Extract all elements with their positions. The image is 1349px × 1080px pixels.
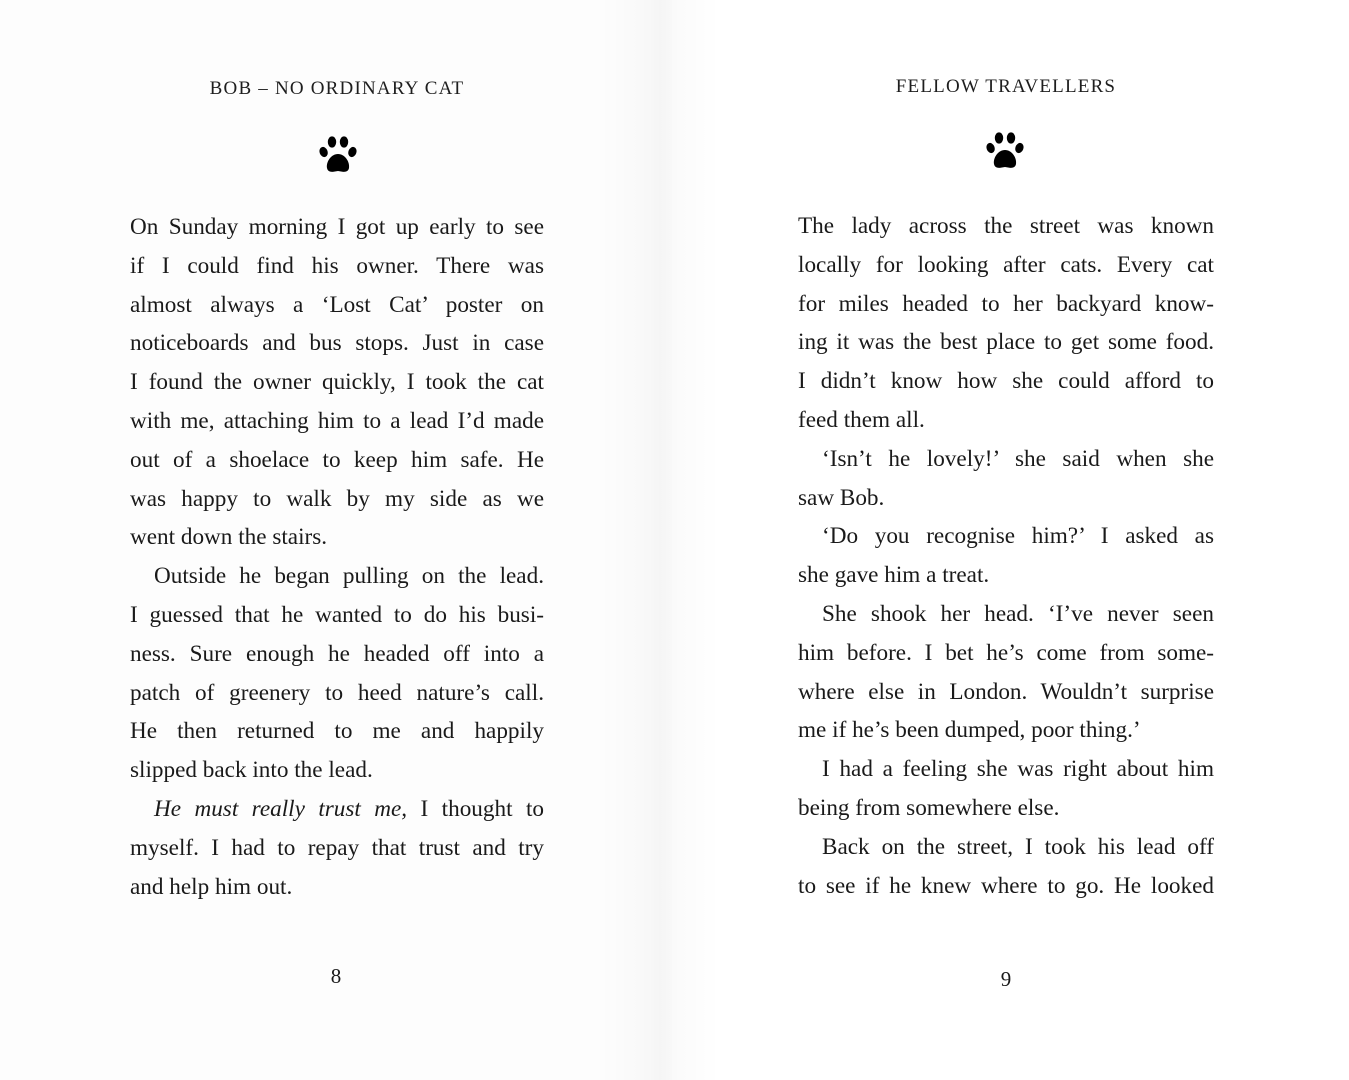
italic-text: He must really trust me,	[154, 795, 408, 822]
line-text: almost always a ‘Lost Cat’ poster on	[130, 291, 544, 318]
line-text: ‘Isn’t he lovely!’ she said when she	[822, 445, 1214, 472]
line-text: to see if he knew where to go. He looked	[798, 872, 1214, 899]
right-page	[672, 0, 1349, 1080]
text-line	[798, 556, 1214, 595]
text-line	[798, 401, 1214, 440]
text-line	[130, 402, 544, 441]
line-text: out of a shoelace to keep him safe. He	[130, 446, 544, 473]
left-page	[0, 0, 672, 1080]
text-line	[798, 440, 1214, 479]
line-text: He then returned to me and happily	[130, 718, 544, 745]
text-line	[798, 285, 1214, 324]
running-head-left: BOB – NO ORDINARY CAT	[209, 78, 465, 99]
text-line	[130, 674, 544, 713]
text-line	[130, 247, 544, 286]
text-line	[130, 480, 544, 519]
line-text: Back on the street, I took his lead off	[822, 833, 1214, 860]
text-line	[130, 441, 544, 480]
line-text: slipped back into the lead.	[130, 757, 373, 784]
text-line	[798, 634, 1214, 673]
line-text: ‘Do you recognise him?’ I asked as	[822, 523, 1214, 550]
line-text: with me, attaching him to a lead I’d made	[130, 407, 544, 434]
line-text: She shook her head. ‘I’ve never seen	[822, 600, 1214, 627]
line-text: if I could find his owner. There was	[130, 252, 544, 279]
text-line	[798, 323, 1214, 362]
line-text: feed them all.	[798, 406, 925, 433]
line-text: ing it was the best place to get some food.	[798, 329, 1214, 356]
text-line	[130, 635, 544, 674]
line-text: ness. Sure enough he headed off into a	[130, 640, 544, 667]
text-line	[130, 363, 544, 402]
body-text-left	[130, 208, 544, 906]
line-text: patch of greenery to heed nature’s call.	[130, 679, 544, 706]
line-text: was happy to walk by my side as we	[130, 485, 544, 512]
text-line	[130, 712, 544, 751]
text-line	[798, 207, 1214, 246]
line-text: I found the owner quickly, I took the cat	[130, 369, 544, 396]
line-text: and help him out.	[130, 873, 293, 900]
line-text: where else in London. Wouldn’t surprise	[798, 678, 1214, 705]
text-line	[798, 828, 1214, 867]
line-text: saw Bob.	[798, 484, 885, 511]
text-line	[130, 868, 544, 907]
text-line	[798, 789, 1214, 828]
text-line	[798, 362, 1214, 401]
text-line	[130, 324, 544, 363]
text-line	[798, 246, 1214, 285]
line-text: locally for looking after cats. Every cat	[798, 251, 1214, 278]
line-text: went down the stairs.	[130, 524, 328, 551]
text-line	[798, 479, 1214, 518]
line-text: I thought to	[407, 795, 544, 822]
line-text: Outside he began pulling on the lead.	[154, 563, 544, 590]
page-number-right: 9	[1000, 967, 1012, 991]
line-text: me if he’s been dumped, poor thing.’	[798, 717, 1141, 744]
text-line	[130, 751, 544, 790]
text-line	[798, 595, 1214, 634]
page-number-left: 8	[330, 964, 342, 988]
text-line	[798, 750, 1214, 789]
line-text: I didn’t know how she could afford to	[798, 368, 1214, 395]
line-text: I guessed that he wanted to do his busi-	[130, 601, 544, 628]
text-line	[798, 517, 1214, 556]
text-line	[130, 790, 544, 829]
text-line	[130, 596, 544, 635]
paw-print-icon	[319, 135, 357, 175]
text-line	[130, 518, 544, 557]
text-line	[798, 711, 1214, 750]
line-text: I had a feeling she was right about him	[822, 756, 1214, 783]
body-text-right	[798, 207, 1214, 905]
text-line	[798, 867, 1214, 906]
line-text: noticeboards and bus stops. Just in case	[130, 330, 544, 357]
running-head-right: FELLOW TRAVELLERS	[895, 76, 1117, 97]
text-line	[798, 673, 1214, 712]
line-text: myself. I had to repay that trust and try	[130, 834, 544, 861]
text-line	[130, 208, 544, 247]
text-line	[130, 286, 544, 325]
line-text: The lady across the street was known	[798, 213, 1214, 239]
line-text: On Sunday morning I got up early to see	[130, 214, 544, 240]
line-text: for miles headed to her backyard know-	[798, 290, 1214, 317]
line-text: being from somewhere else.	[798, 794, 1060, 821]
line-text: him before. I bet he’s come from some-	[798, 639, 1214, 666]
paw-print-icon	[986, 131, 1024, 171]
text-line	[130, 557, 544, 596]
text-line	[130, 829, 544, 868]
line-text: she gave him a treat.	[798, 562, 990, 589]
